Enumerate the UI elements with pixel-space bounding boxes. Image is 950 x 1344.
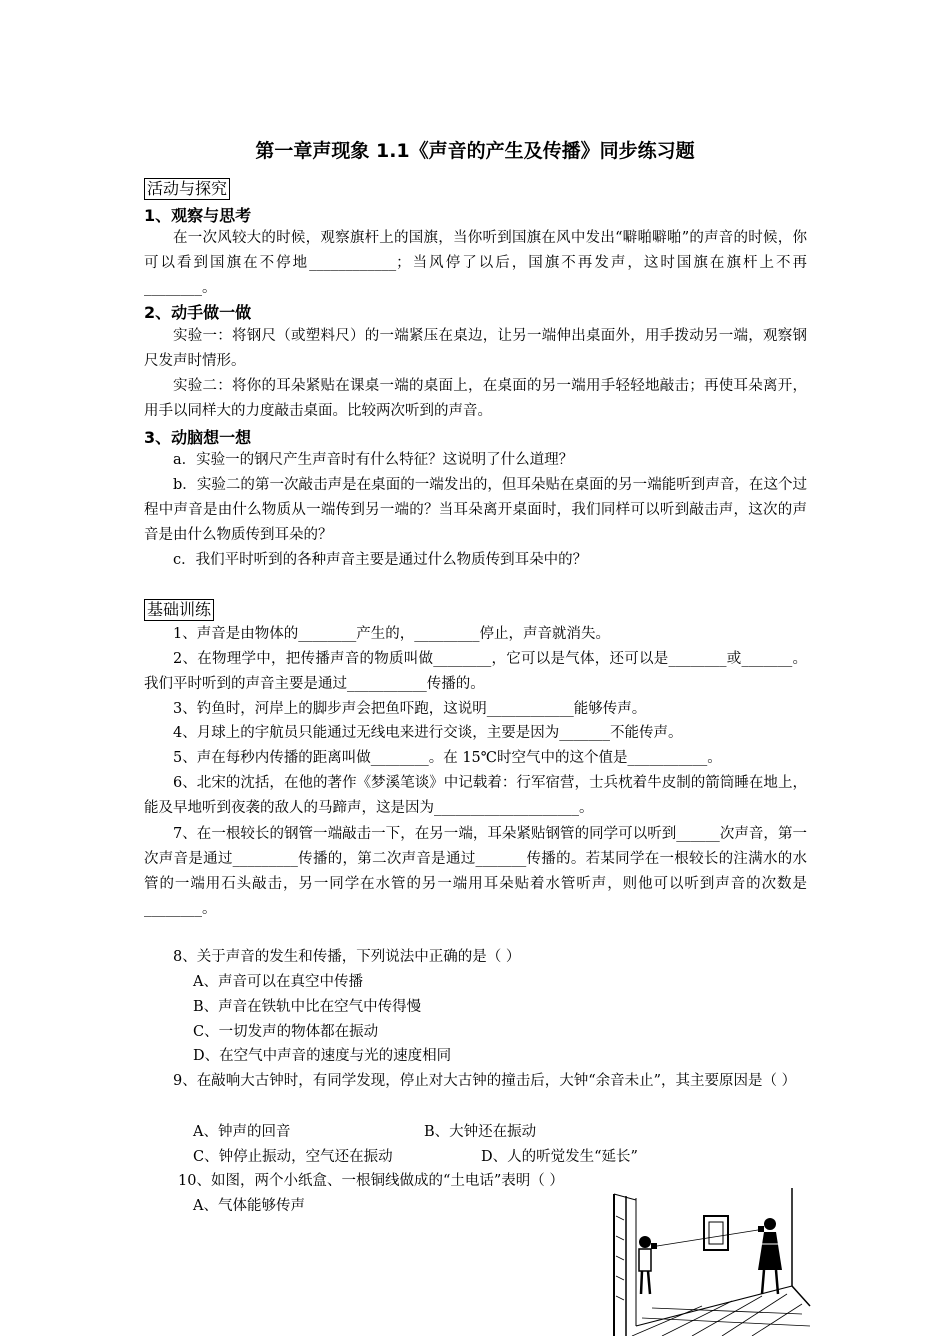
question-9-option-b: B、大钟还在振动 bbox=[424, 1124, 537, 1140]
question-8: 8、关于声音的发生和传播，下列说法中正确的是（ ） bbox=[173, 949, 521, 965]
question-b: b．实验二的第一次敲击声是在桌面的一端发出的，但耳朵贴在桌面的另一端能听到声音，在这个过程中声音是由什么物质从一端传到另一端的？当耳朵离开桌面时，我们同样可以听到敲击声，这次的声音是由什么物质传到耳朵的？ bbox=[144, 477, 807, 543]
page-title: 第一章声现象 1.1《声音的产生及传播》同步练习题 bbox=[255, 140, 695, 162]
question-8-option-d: D、在空气中声音的速度与光的速度相同 bbox=[193, 1048, 452, 1064]
question-8-option-b: B、声音在铁轨中比在空气中传得慢 bbox=[193, 999, 422, 1015]
question-7: 7、在一根较长的钢管一端敲击一下，在另一端，耳朵紧贴钢管的同学可以听到______次声音，第一次声音是通过_________传播的，第二次声音是通过_______传播的。若某同学在一根较长的注满水的水管的一端用石头敲击，另一同学在水管的另一端用耳朵贴着水管听声，则他可以听到声音的次数是________。 bbox=[144, 826, 807, 917]
question-6: 6、北宋的沈括，在他的著作《梦溪笔谈》中记载着：行军宿营，士兵枕着牛皮制的箭筒睡在地上，能及早地听到夜袭的敌人的马蹄声，这是因为____________________。 bbox=[144, 775, 807, 816]
section-heading-activity: 活动与探究 bbox=[144, 178, 230, 200]
question-a: a．实验一的钢尺产生声音时有什么特征？这说明了什么道理？ bbox=[173, 452, 574, 468]
question-3: 3、钓鱼时，河岸上的脚步声会把鱼吓跑，这说明____________能够传声。 bbox=[173, 701, 647, 717]
paragraph-experiment-1: 实验一：将钢尺（或塑料尺）的一端紧压在桌边，让另一端伸出桌面外，用手拨动另一端，观察钢尺发声时情形。 bbox=[144, 328, 807, 369]
question-9-option-d: D、人的听觉发生“延长” bbox=[481, 1149, 638, 1165]
question-4: 4、月球上的宇航员只能通过无线电来进行交谈，主要是因为_______不能传声。 bbox=[173, 725, 683, 741]
string-telephone-illustration bbox=[612, 1186, 812, 1336]
heading-hands-on: 2、动手做一做 bbox=[144, 303, 252, 322]
paragraph-flag: 在一次风较大的时候，观察旗杆上的国旗，当你听到国旗在风中发出“噼啪噼啪”的声音的时候，你可以看到国旗在不停地____________；当风停了以后，国旗不再发声，这时国旗在旗杆上不再________。 bbox=[144, 230, 807, 296]
question-8-option-c: C、一切发声的物体都在振动 bbox=[193, 1024, 379, 1040]
question-8-option-a: A、声音可以在真空中传播 bbox=[193, 974, 363, 990]
section-heading-basic-training: 基础训练 bbox=[144, 599, 214, 621]
question-9: 9、在敲响大古钟时，有同学发现，停止对大古钟的撞击后，大钟“余音未止”，其主要原因是（ ） bbox=[173, 1073, 797, 1089]
question-10-option-a: A、气体能够传声 bbox=[193, 1198, 305, 1214]
question-c: c．我们平时听到的各种声音主要是通过什么物质传到耳朵中的？ bbox=[173, 552, 588, 568]
question-10: 10、如图，两个小纸盒、一根铜线做成的“土电话”表明（ ） bbox=[178, 1173, 564, 1189]
question-2: 2、在物理学中，把传播声音的物质叫做________，它可以是气体，还可以是________或_______。我们平时听到的声音主要是通过___________传播的。 bbox=[144, 651, 807, 692]
question-9-option-c: C、钟停止振动，空气还在振动 bbox=[193, 1149, 393, 1165]
question-5: 5、声在每秒内传播的距离叫做________。在 15℃时空气中的这个值是___________。 bbox=[173, 750, 722, 766]
question-1: 1、声音是由物体的________产生的，_________停止，声音就消失。 bbox=[173, 626, 610, 642]
heading-observe: 1、观察与思考 bbox=[144, 206, 252, 225]
question-9-option-a: A、钟声的回音 bbox=[193, 1124, 291, 1140]
paragraph-experiment-2: 实验二：将你的耳朵紧贴在课桌一端的桌面上，在桌面的另一端用手轻轻地敲击；再使耳朵离开，用手以同样大的力度敲击桌面。比较两次听到的声音。 bbox=[144, 378, 807, 419]
heading-think: 3、动脑想一想 bbox=[144, 428, 252, 447]
